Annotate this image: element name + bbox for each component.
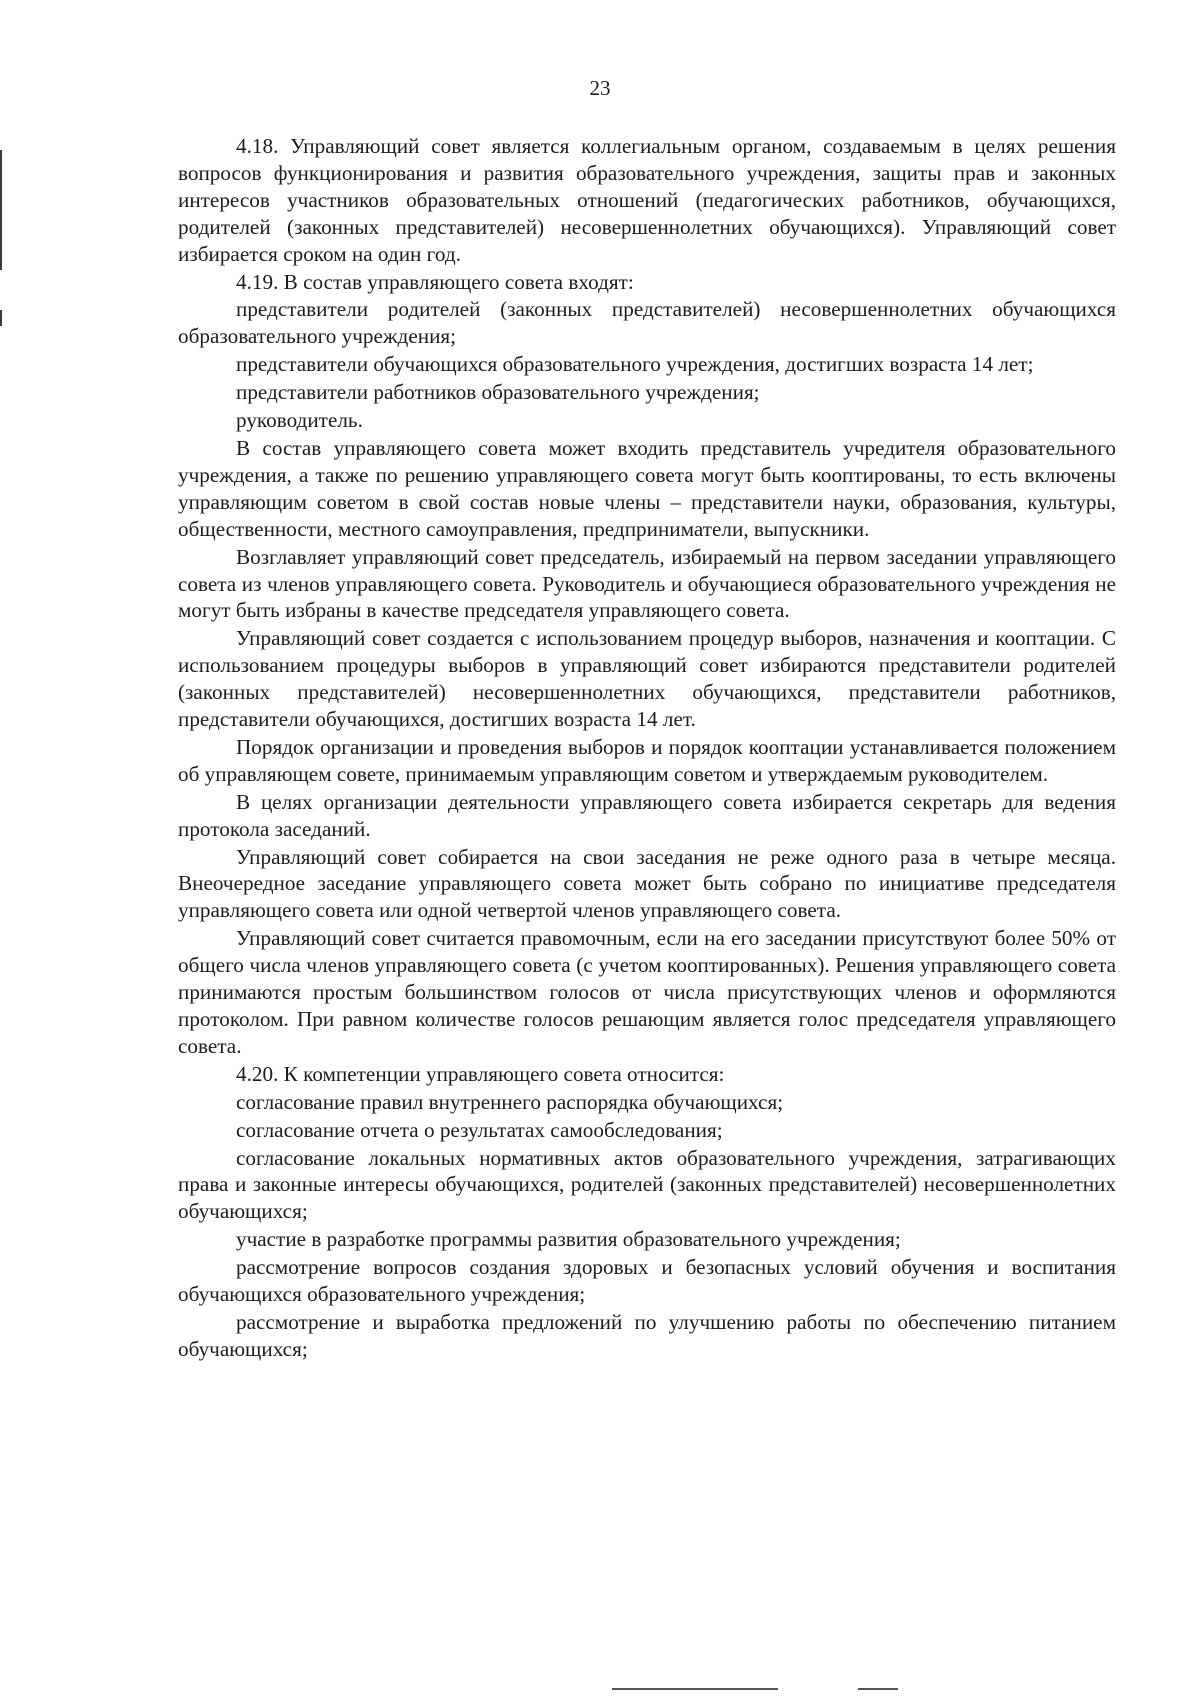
- paragraph: рассмотрение вопросов создания здоровых и безопасных условий обучения и воспитания обучающихся образовательного учреждения;: [178, 1255, 1116, 1307]
- paragraph: согласование правил внутреннего распорядка обучающихся;: [236, 1089, 784, 1114]
- paragraph: рассмотрение и выработка предложений по улучшению работы по обеспечению питанием обучающихся;: [178, 1309, 1116, 1361]
- paragraph: 4.20. К компетенции управляющего совета относится:: [236, 1061, 725, 1086]
- paragraph: Управляющий совет считается правомочным, если на его заседании присутствуют более 50% от общего числа членов управляющего совета (с учетом кооптированных). Решения управляющего совета принимаются простым большинством голосов от числа присутствующих членов и оформляются протоколом. При равном количестве голосов решающим является голос председателя управляющего совета.: [178, 926, 1116, 1058]
- paragraph: согласование отчета о результатах самообследования;: [236, 1117, 723, 1142]
- paragraph: руководитель.: [236, 408, 363, 433]
- page-number: 23: [589, 76, 611, 100]
- paragraph: Управляющий совет собирается на свои заседания не реже одного раза в четыре месяца. Внеочередное заседание управляющего совета может быть собрано по инициативе председателя управляющего совета или одной четвертой членов управляющего совета.: [178, 844, 1116, 923]
- paragraph: представители обучающихся образовательного учреждения, достигших возраста 14 лет;: [236, 352, 1034, 377]
- paragraph: В целях организации деятельности управляющего совета избирается секретарь для ведения протокола заседаний.: [178, 789, 1116, 841]
- footer-rule: [612, 1688, 778, 1690]
- paragraph: 4.18. Управляющий совет является коллегиальным органом, создаваемым в целях решения вопросов функционирования и развития образовательного учреждения, защиты прав и законных интересов участников образовательных отношений (педагогических работников, обучающихся, родителей (законных представителей) несовершеннолетних обучающихся). Управляющий совет избирается сроком на один год.: [178, 134, 1116, 266]
- paragraph: согласование локальных нормативных актов образовательного учреждения, затрагивающих права и законные интересы обучающихся, родителей (законных представителей) несовершеннолетних обучающихся;: [178, 1145, 1116, 1224]
- scan-edge-mark: [0, 150, 2, 270]
- scan-edge-mark: [0, 310, 2, 326]
- paragraph: представители работников образовательного учреждения;: [236, 380, 760, 405]
- paragraph: Управляющий совет создается с использованием процедур выборов, назначения и кооптации. С использованием процедуры выборов в управляющий совет избираются представители родителей (законных представителей) несовершеннолетних обучающихся, представители работников, представители обучающихся, достигших возраста 14 лет.: [178, 626, 1116, 732]
- paragraph: представители родителей (законных представителей) несовершеннолетних обучающихся образовательного учреждения;: [178, 297, 1116, 349]
- paragraph: участие в разработке программы развития образовательного учреждения;: [236, 1227, 901, 1252]
- document-body: [178, 133, 1116, 1363]
- footer-rule: [858, 1688, 898, 1690]
- paragraph: Порядок организации и проведения выборов и порядок кооптации устанавливается положением об управляющем совете, принимаемым управляющим советом и утверждаемым руководителем.: [178, 734, 1116, 786]
- paragraph: 4.19. В состав управляющего совета входят:: [236, 269, 634, 294]
- paragraph: В состав управляющего совета может входить представитель учредителя образовательного учреждения, а также по решению управляющего совета могут быть кооптированы, то есть включены управляющим советом в свой состав новые члены – представители науки, образования, культуры, общественности, местного самоуправления, предприниматели, выпускники.: [178, 435, 1116, 541]
- paragraph: Возглавляет управляющий совет председатель, избираемый на первом заседании управляющего совета из членов управляющего совета. Руководитель и обучающиеся образовательного учреждения не могут быть избраны в качестве председателя управляющего совета.: [178, 544, 1116, 623]
